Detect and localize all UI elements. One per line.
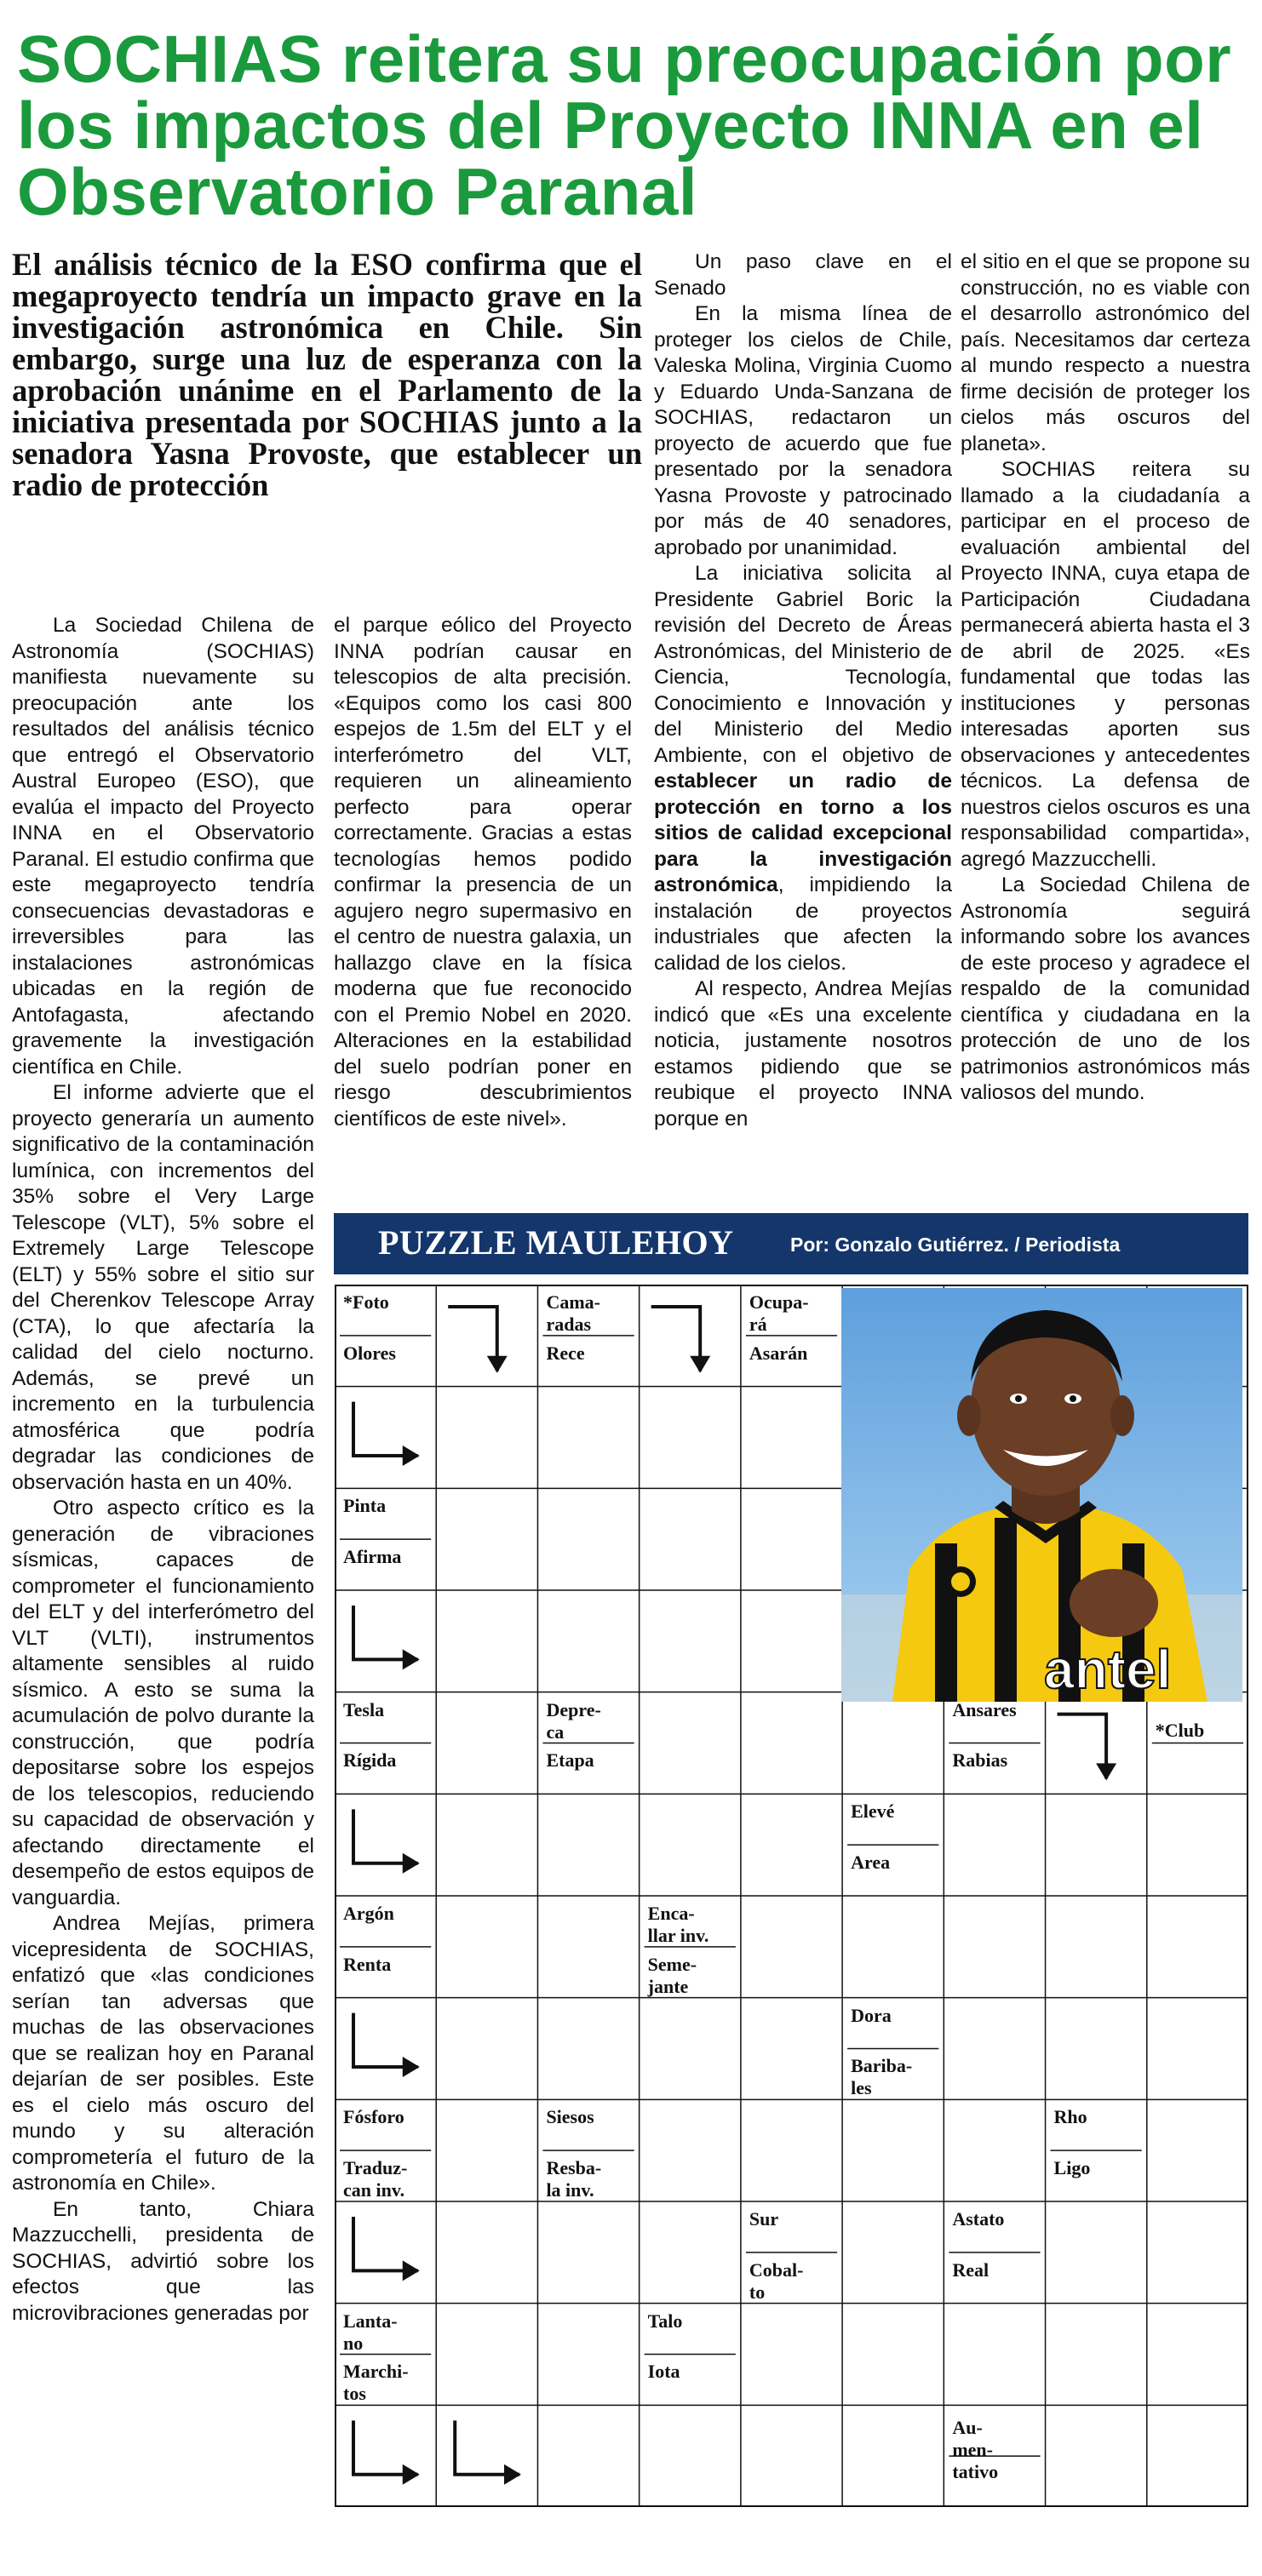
article-paragraph: Otro aspecto crítico es la generación de vibraciones sísmicas, capaces de comprometer el funcionamiento del ELT y del interferómetro del VLT (VLTI), instrumentos altamente sensibles al ruido sísmico. A esto se suma la acumulación de polvo durante la construcción, que podría depositarse sobre los espejos de los telescopios, reduciendo su capacidad de observación y afectando directamente el desempeño de estos equipos de vanguardia. [12,1497,314,1909]
arrow-right-icon [353,2013,418,2067]
arrow-head-icon [403,2260,420,2281]
crossword-clue: Elevé [851,1800,895,1823]
crossword-clue: Argón [343,1902,394,1924]
article-paragraph: Al respecto, Andrea Mejías indicó que «Es una excelente noticia, justamente nosotros estamos pidiendo que se reubique el proyecto INNA porque en [654,977,952,1131]
crossword-clue: Real [952,2258,990,2281]
crossword-clue: Area [851,1852,891,1874]
crossword-clue: Ocupa- rá [749,1291,809,1335]
article-column-1 [12,613,314,2327]
arrow-head-icon [403,1649,420,1669]
puzzle-title: PUZZLE MAULEHOY [378,1223,734,1262]
section-subheading: Un paso clave en el Senado [654,250,952,300]
crossword-clue: Cama- radas [546,1291,600,1335]
crossword-clue: Iota [647,2361,680,2383]
arrow-down-icon [448,1307,497,1371]
crossword-clue: *Foto [343,1291,389,1313]
crossword-clue: Rece [546,1342,585,1364]
arrow-right-icon [455,2420,519,2474]
arrow-head-icon [504,2464,521,2485]
crossword-clue: Sur [749,2207,779,2230]
article-text: , impidiendo la instalación de proyectos industriales que afecten la calidad de los cielos. [654,873,952,975]
article-paragraph: El informe advierte que el proyecto generaría un aumento significativo de la contaminación lumínica, con incrementos del 35% sobre el Very Large Telescope (VLT), 5% sobre el Extremely Large Telescope (ELT) y 55% sobre el sitio sur del Cherenkov Telescope Array (CTA), lo que afectaría la calidad del cielo nocturno. Además, se prevé un incremento en la turbulencia atmosférica que podría degradar las condiciones de observación hasta en un 40%. [12,1081,314,1494]
crossword-clue: Tesla [343,1698,385,1720]
crossword-clue: Pinta [343,1495,387,1517]
arrow-right-icon [353,1809,418,1863]
arrow-head-icon [403,2057,420,2077]
crossword-clue: Au- men- tativo [952,2417,999,2483]
arrow-right-icon [353,2217,418,2270]
article-paragraph: el parque eólico del Proyecto INNA podrían causar en telescopios de alta precisión. «Equipos como los casi 800 espejos de 1.5m del ELT y el interferómetro del VLT, requieren un alineamiento perfecto para operar correctamente. Gracias a estas tecnologías hemos podido confirmar la presencia de un agujero negro supermasivo en el centro de nuestra galaxia, un hallazgo clave en la física moderna que fue reconocido con el Premio Nobel en 2020. Alteraciones en la estabilidad del suelo podrían poner en riesgo descubrimientos científicos de este nivel». [334,614,632,1131]
crossword-grid [335,1285,1248,2507]
arrow-right-icon [353,2420,418,2474]
crossword-clue: Asarán [749,1342,808,1364]
article-paragraph: En la misma línea de proteger los cielos de Chile, Valeska Molina, Virginia Cuomo y Eduardo Unda-Sanzana de SOCHIAS, redactaron un proyecto de acuerdo que fue presentado por la senadora Yasna Provoste y patrocinado por más de 40 senadores, aprobado por unanimidad. [654,302,952,559]
puzzle-byline: Por: Gonzalo Gutiérrez. / Periodista [790,1234,1121,1256]
crossword-clue: Rho [1053,2106,1087,2128]
article-text: La iniciativa solicita al Presidente Gabriel Boric la revisión del Decreto de Áreas Astronómicas, del Ministerio de Ciencia, Tecnología, Conocimiento e Innovación y del Ministerio del Medio Ambiente, con el objetivo de [654,562,952,767]
crossword-clue: Bariba- les [851,2055,913,2099]
crossword-clue: Rabias [952,1749,1008,1772]
crossword-clue: Ansares [952,1698,1017,1720]
player-photo [841,1288,1242,1702]
article-paragraph: En tanto, Chiara Mazzucchelli, presidenta de SOCHIAS, advirtió sobre los efectos que las microvibraciones generadas por [12,2197,314,2325]
crossword-clue: *Club [1155,1719,1205,1741]
article-column-3 [654,249,952,1132]
crossword-clue: Etapa [546,1749,594,1772]
arrow-head-icon [403,1445,420,1466]
crossword-clue: Cobal- to [749,2258,804,2303]
arrow-head-icon [403,1853,420,1874]
puzzle-banner [334,1213,1248,1274]
arrow-head-icon [403,2464,420,2485]
article-paragraph: SOCHIAS reitera su llamado a la ciudadanía a participar en el proceso de evaluación ambiental del Proyecto INNA, cuya etapa de Participación Ciudadana permanecerá abierta hasta el 3 de abril de 2025. «Es fundamental que todas las instituciones y personas interesadas aporten sus observaciones y antecedentes técnicos. La defensa de nuestros cielos oscuros es una responsabilidad compartida», agregó Mazzucchelli. [961,458,1250,871]
crossword-clue: Marchi- tos [343,2361,409,2405]
crossword-clue: Enca- llar inv. [647,1902,709,1946]
arrow-head-icon [1096,1763,1116,1780]
crossword-clue: Renta [343,1953,392,1975]
article-paragraph: La Sociedad Chilena de Astronomía (SOCHIAS) manifiesta nuevamente su preocupación ante los resultados del análisis técnico que entregó el Observatorio Austral Europeo (ESO), que evalúa el impacto del Proyecto INNA en el Observatorio Paranal. El estudio confirma que este megaproyecto tendría consecuencias devastadoras e irreversibles para las instalaciones astronómicas ubicadas en la región de Antofagasta, afectando gravemente la investigación científica en Chile. [12,614,314,1079]
article-paragraph: el sitio en el que se propone su construcción, no es viable con el desarrollo astronómico del país. Necesitamos dar certeza al mundo respecto a nuestra firme decisión de proteger los cielos más oscuros del planeta». [961,250,1250,455]
arrow-head-icon [487,1356,508,1373]
article-paragraph [654,561,952,976]
article-column-4 [961,249,1250,1107]
crossword-clue: Siesos [546,2106,594,2128]
headline: SOCHIAS reitera su preocupación por los impactos del Proyecto INNA en el Observatorio Paranal [17,21,1232,229]
crossword-clue: Fósforo [343,2106,404,2128]
article-column-2 [334,613,632,1132]
crossword-clue: Lanta- no [343,2310,398,2354]
article-emphasis: establecer un radio de protección en torno a los sitios de calidad excepcional para la investigación astronómica [654,770,952,896]
crossword-clue: Olores [343,1342,396,1364]
article-paragraph: La Sociedad Chilena de Astronomía seguirá informando sobre los avances de este proceso y agradece el respaldo de la comunidad científica y ciudadana en la protección de uno de los patrimonios astronómicos más valiosos del mundo. [961,873,1250,1104]
crossword-clue: Resba- la inv. [546,2157,602,2201]
article-paragraph: Andrea Mejías, primera vicepresidenta de SOCHIAS, enfatizó que «las condiciones serían tan adversas que muchas de las observaciones que se realizan hoy en Paranal dejarían de ser posibles. Este es el cielo más oscuro del mundo y su alteración comprometería el futuro de la astronomía en Chile». [12,1912,314,2195]
crossword-clue: Seme- jante [647,1953,697,1997]
crossword-clue: Rígida [343,1749,397,1772]
crossword-clue: Afirma [343,1546,402,1568]
lead-paragraph: El análisis técnico de la ESO confirma que el megaproyecto tendría un impacto grave en la investigación astronómica en Chile. Sin embargo, surge una luz de esperanza con la aprobación unánime en el Parlamento de la iniciativa presentada por SOCHIAS junto a la senadora Yasna Provoste, que establecer un radio de protección [12,247,642,502]
crossword-clue: Dora [851,2004,892,2026]
jersey-sponsor-text: antel [1044,1639,1172,1700]
crossword-clue: Ligo [1053,2157,1091,2179]
arrow-right-icon [353,1402,418,1456]
player-photo-image [841,1288,1242,1702]
crossword-clue: Traduz- can inv. [343,2157,408,2201]
arrow-down-icon [1058,1714,1107,1779]
arrow-right-icon [353,1606,418,1659]
crossword-clue: Astato [952,2207,1005,2230]
arrow-down-icon [651,1307,701,1371]
crossword-clue: Depre- ca [546,1698,601,1743]
arrow-head-icon [690,1356,710,1373]
crossword-clue: Talo [647,2310,683,2332]
